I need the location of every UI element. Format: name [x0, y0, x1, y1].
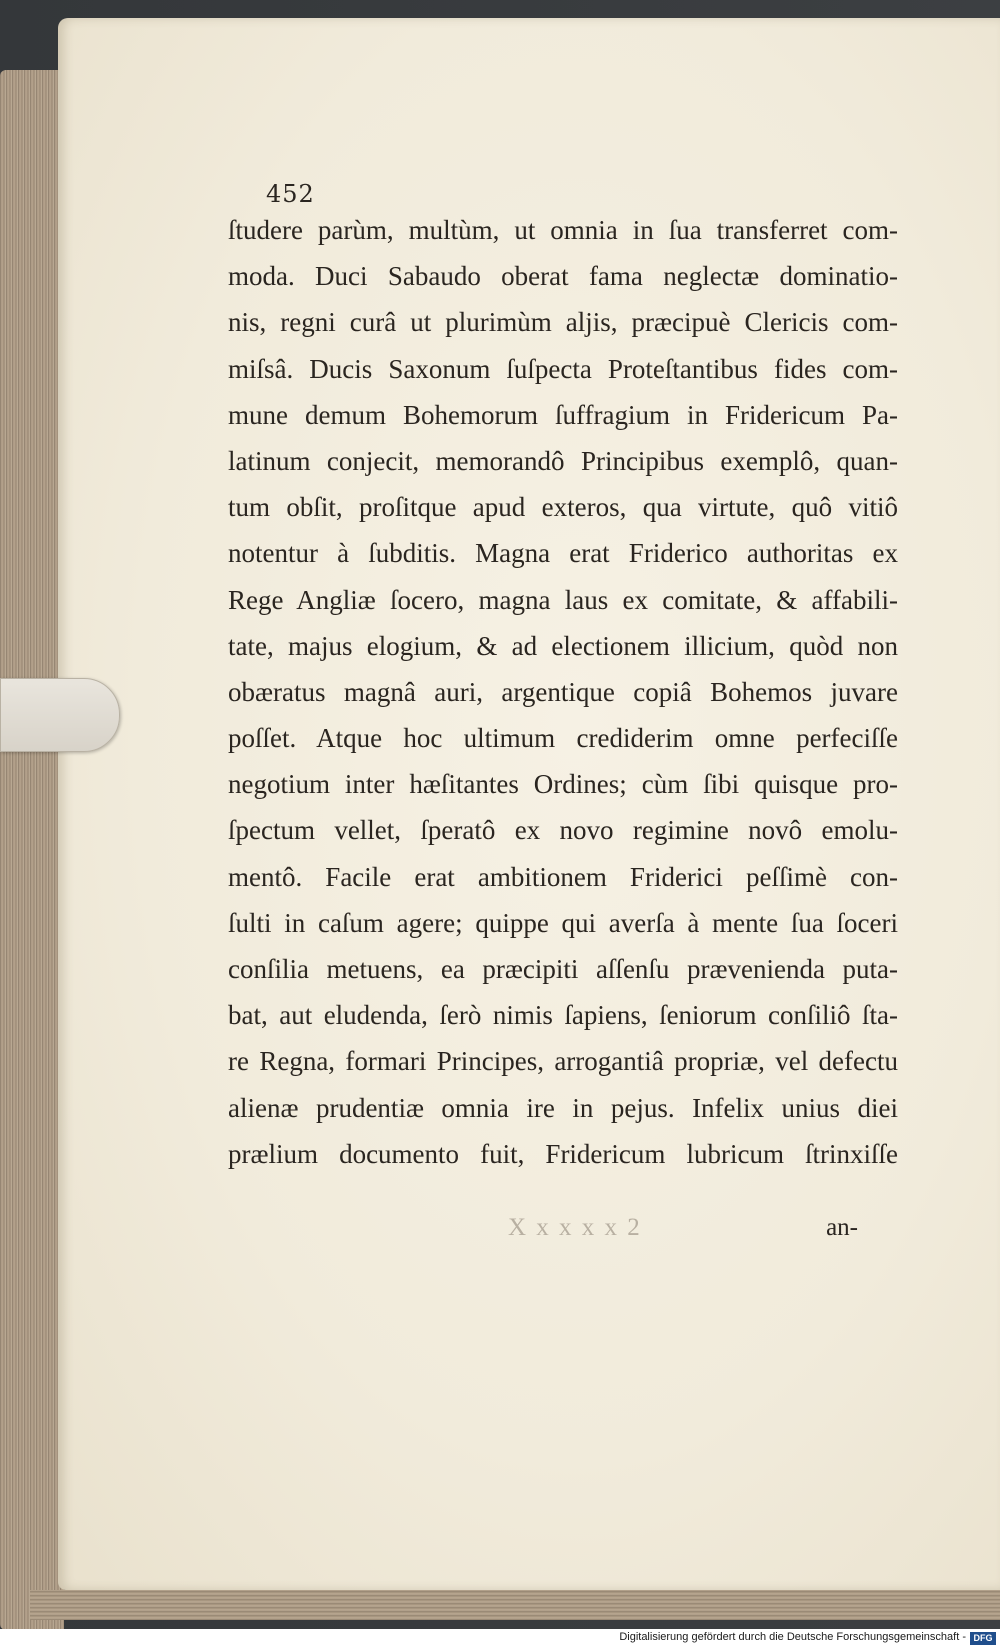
- text-line: poſſet. Atque hoc ultimum crediderim omne perfeciſſe: [228, 723, 898, 754]
- text-line: latinum conjecit, memorandô Principibus exemplô, quan-: [228, 445, 898, 476]
- bookmark-slip: [0, 678, 120, 752]
- book-bottom-edges: [30, 1590, 1000, 1620]
- text-line: nis, regni curâ ut plurimùm aljis, præcipuè Clericis com-: [228, 307, 898, 338]
- text-line: re Regna, formari Principes, arrogantiâ propriæ, vel defectu: [228, 1046, 898, 1077]
- text-line: tum obſit, proſitque apud exteros, qua virtute, quô vitiô: [228, 492, 898, 523]
- text-line: Rege Angliæ ſocero, magna laus ex comitate, & affabili-: [228, 584, 898, 615]
- text-line: prælium documento fuit, Fridericum lubricum ſtrinxiſſe: [228, 1138, 898, 1169]
- book-page-edges: [0, 70, 64, 1630]
- text-line: negotium inter hæſitantes Ordines; cùm ſibi quisque pro-: [228, 769, 898, 800]
- page-text: [228, 207, 898, 1177]
- text-line: ſulti in caſum agere; quippe qui averſa à mente ſua ſoceri: [228, 907, 898, 938]
- text-line: alienæ prudentiæ omnia ire in pejus. Infelix unius diei: [228, 1092, 898, 1123]
- dfg-logo: DFG: [970, 1632, 996, 1645]
- text-line: mentô. Facile erat ambitionem Friderici peſſimè con-: [228, 861, 898, 892]
- text-line: miſsâ. Ducis Saxonum ſuſpecta Proteſtantibus fides com-: [228, 353, 898, 384]
- digitization-footer: [0, 1629, 1000, 1649]
- text-line: bat, aut eludenda, ſerò nimis ſapiens, ſeniorum conſiliô ſta-: [228, 1000, 898, 1031]
- text-line: notentur à ſubditis. Magna erat Friderico authoritas ex: [228, 538, 898, 569]
- signature-mark: X x x x x 2: [508, 1214, 642, 1241]
- text-line: conſilia metuens, ea præcipiti aſſenſu prævenienda puta-: [228, 954, 898, 984]
- page-number: 452: [266, 180, 315, 208]
- text-line: tate, majus elogium, & ad electionem illicium, quòd non: [228, 630, 898, 661]
- catchword: an-: [826, 1214, 858, 1241]
- page-foot: [228, 1214, 898, 1254]
- text-line: ſpectum vellet, ſperatô ex novo regimine novô emolu-: [228, 815, 898, 846]
- text-line: obæratus magnâ auri, argentique copiâ Bohemos juvare: [228, 676, 898, 707]
- text-line: ſtudere parùm, multùm, ut omnia in ſua transferret com-: [228, 215, 898, 245]
- text-line: mune demum Bohemorum ſuffragium in Fridericum Pa-: [228, 399, 898, 430]
- funding-credit: Digitalisierung gefördert durch die Deutsche Forschungsgemeinschaft -: [619, 1631, 966, 1643]
- text-line: moda. Duci Sabaudo oberat fama neglectæ dominatio-: [228, 261, 898, 292]
